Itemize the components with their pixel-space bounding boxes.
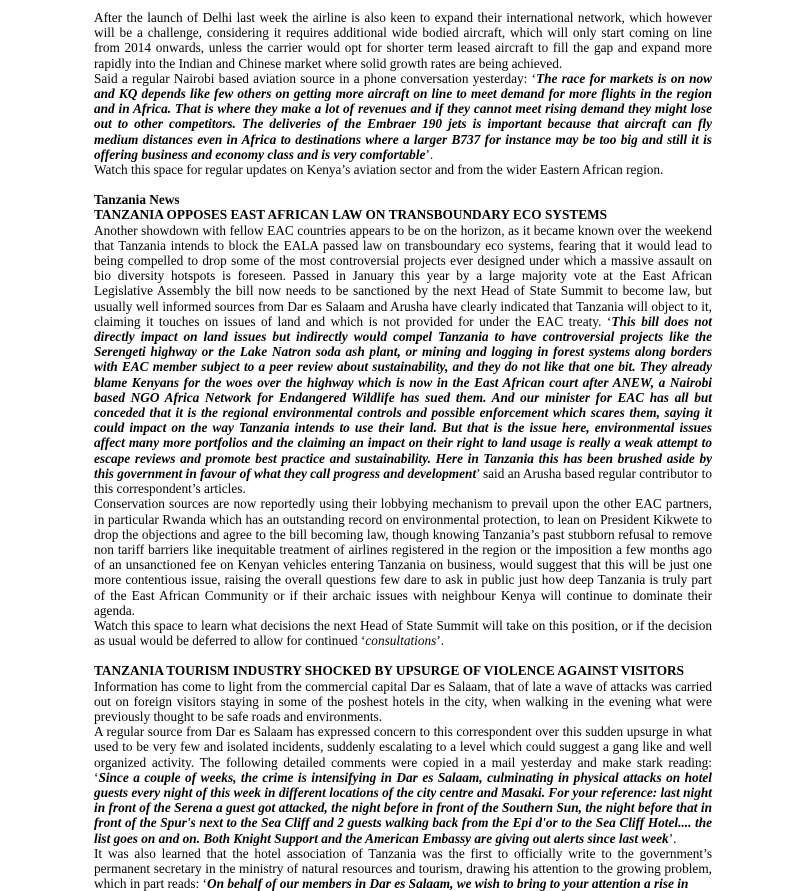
text-run: ’.: [668, 830, 677, 846]
paragraph-delhi-expansion: After the launch of Delhi last week the airline is also keen to expand their international network, which however will be a challenge, considering it requires additional wide bodied aircraft, which will only start coming on line from 2014 onwards, unless the carrier would opt for shorter term leased aircraft to fill the gap and expand more rapidly into the Indian and Chinese market where solid growth rates are being achieved.: [94, 10, 712, 71]
quote-run: This bill does not directly impact on land issues but indirectly would compel Tanzania to have controversial projects like the Serengeti highway or the Lake Natron soda ash plant, or mining and logging in forest systems along borders with EAC member subject to a peer review about sustainability, and they do not like that one bit. They already blame Kenyans for the woes over the highway which is now in the East African court after ANEW, a Nairobi based NGO Africa Network for Endangered Wildlife has sued them. And our minister for EAC has all but conceded that it is the regional environmental controls and possible enforcement which scares them, saying it could impact on the way Tanzania intends to use their land. But that is the issue here, environmental issues affect many more portfolios and the claiming an impact on their right to land usage is really a weak attempt to escape reviews and promote best practice and sustainability. Here in Tanzania this has been brushed aside by this government in favour of what they call progress and development: [94, 313, 712, 481]
text-run: Said a regular Nairobi based aviation source in a phone conversation yesterday: ‘: [94, 70, 536, 86]
paragraph-watch-space-kenya: Watch this space for regular updates on Kenya’s aviation sector and from the wider Eastern African region.: [94, 162, 664, 178]
paragraph-eco-systems-lead: [94, 223, 712, 497]
spacer: [94, 177, 712, 192]
text-run: Another showdown with fellow EAC countries appears to be on the horizon, as it became known over the weekend that Tanzania intends to block the EALA passed law on transboundary eco systems, fearing that it would lead to being compelled to drop some of the most controversial projects ever designed under which a massive assault on bio diversity hotspots is foreseen. Passed in January this year by a large majority vote at the East African Legislative Assembly the bill now needs to be sanctioned by the next Head of State Summit to become law, but usually well informed sources from Dar es Salaam and Arusha have clearly indicated that Tanzania will object to it, claiming it touches on issues of land and which is not provided for under the EAC treaty. ‘: [94, 222, 712, 329]
paragraph-conservation-lobbying: Conservation sources are now reportedly using their lobbying mechanism to prevail upon the other EAC partners, in particular Rwanda which has an outstanding record on environmental protection, to lean on President Kikwete to drop the objections and agree to the bill becoming law, though knowing Tanzania’s past stubborn refusal to remove non tariff barriers like inequitable treatment of airlines registered in the region or the imposition a few months ago of an unsanctioned fee on Kenyan vehicles entering Tanzania on business, would suggest that this will be just one more contentious issue, raising the overall questions few dare to ask in public just how deep Tanzania is truly part of the East African Community or if their archaic issues with neighbour Kenya will continue to dominate their agenda.: [94, 496, 712, 618]
text-run: ’ said an Arusha based regular contributor to this correspondent’s articles.: [94, 465, 713, 497]
quote-run: The race for markets is on now and KQ depends like few others on getting more aircraft on line to meet demand for more flights in the region and in Africa. That is where they make a lot of revenues and if they cannot meet rising demand they might lose out to other competitors. The deliveries of the Embraer 190 jets is important because that aircraft can fly medium distances even in Africa to destinations where a larger B737 for instance may be too big and still it is offering business and economy class and is very comfortable: [94, 70, 712, 162]
text-run: It was also learned that the hotel association of Tanzania was the first to officially write to the government’s permanent secretary in the ministry of natural resources and tourism, drawing his attention to the growing problem, which in part reads: ‘: [94, 845, 712, 891]
quote-run: On behalf of our members in Dar es Salaam, we wish to bring to your attention a rise in: [207, 876, 689, 891]
italic-run: consultations: [365, 633, 437, 649]
paragraph-watch-summit: [94, 618, 712, 648]
section-label: Tanzania News: [94, 192, 180, 208]
text-run: ’.: [436, 633, 445, 649]
article-headline-tourism-violence: TANZANIA TOURISM INDUSTRY SHOCKED BY UPSURGE OF VIOLENCE AGAINST VISITORS: [94, 663, 685, 679]
paragraph-hotel-association: [94, 846, 712, 891]
spacer: [94, 648, 712, 663]
text-run: ’.: [425, 146, 434, 162]
paragraph-attacks-info: Information has come to light from the commercial capital Dar es Salaam, that of late a wave of attacks was carried out on foreign visitors staying in some of the poshest hotels in the city, when walking in the evening what were previously thought to be safe roads and environments.: [94, 678, 712, 724]
text-run: A regular source from Dar es Salaam has expressed concern to this correspondent over this sudden upsurge in what used to be very few and isolated incidents, suddenly escalating to a level which could suggest a gang like and well organized activity. The following detailed comments were copied in a mail yesterday and make stark reading: ‘: [94, 724, 712, 785]
article-headline-eco-systems: TANZANIA OPPOSES EAST AFRICAN LAW ON TRANSBOUNDARY ECO SYSTEMS: [94, 207, 608, 223]
quote-run: Since a couple of weeks, the crime is intensifying in Dar es Salaam, culminating in physical attacks on hotel guests every night of this week in different locations of the city centre and Masaki. For your reference: last night in front of the Serena a guest got attacked, the night before in front of the Southern Sun, the night before that in front of the Spur's next to the Sea Cliff and 2 guests walking back from the Epi d'or to the Sea Cliff Hotel.... the list goes on and on. Both Knight Support and the American Embassy are giving out alerts since last week: [94, 769, 712, 846]
text-run: Watch this space to learn what decisions the next Head of State Summit will take on this position, or if the decision as usual would be deferred to allow for continued ‘: [94, 617, 712, 649]
paragraph-nairobi-source: [94, 71, 712, 162]
paragraph-dar-source: [94, 724, 712, 846]
